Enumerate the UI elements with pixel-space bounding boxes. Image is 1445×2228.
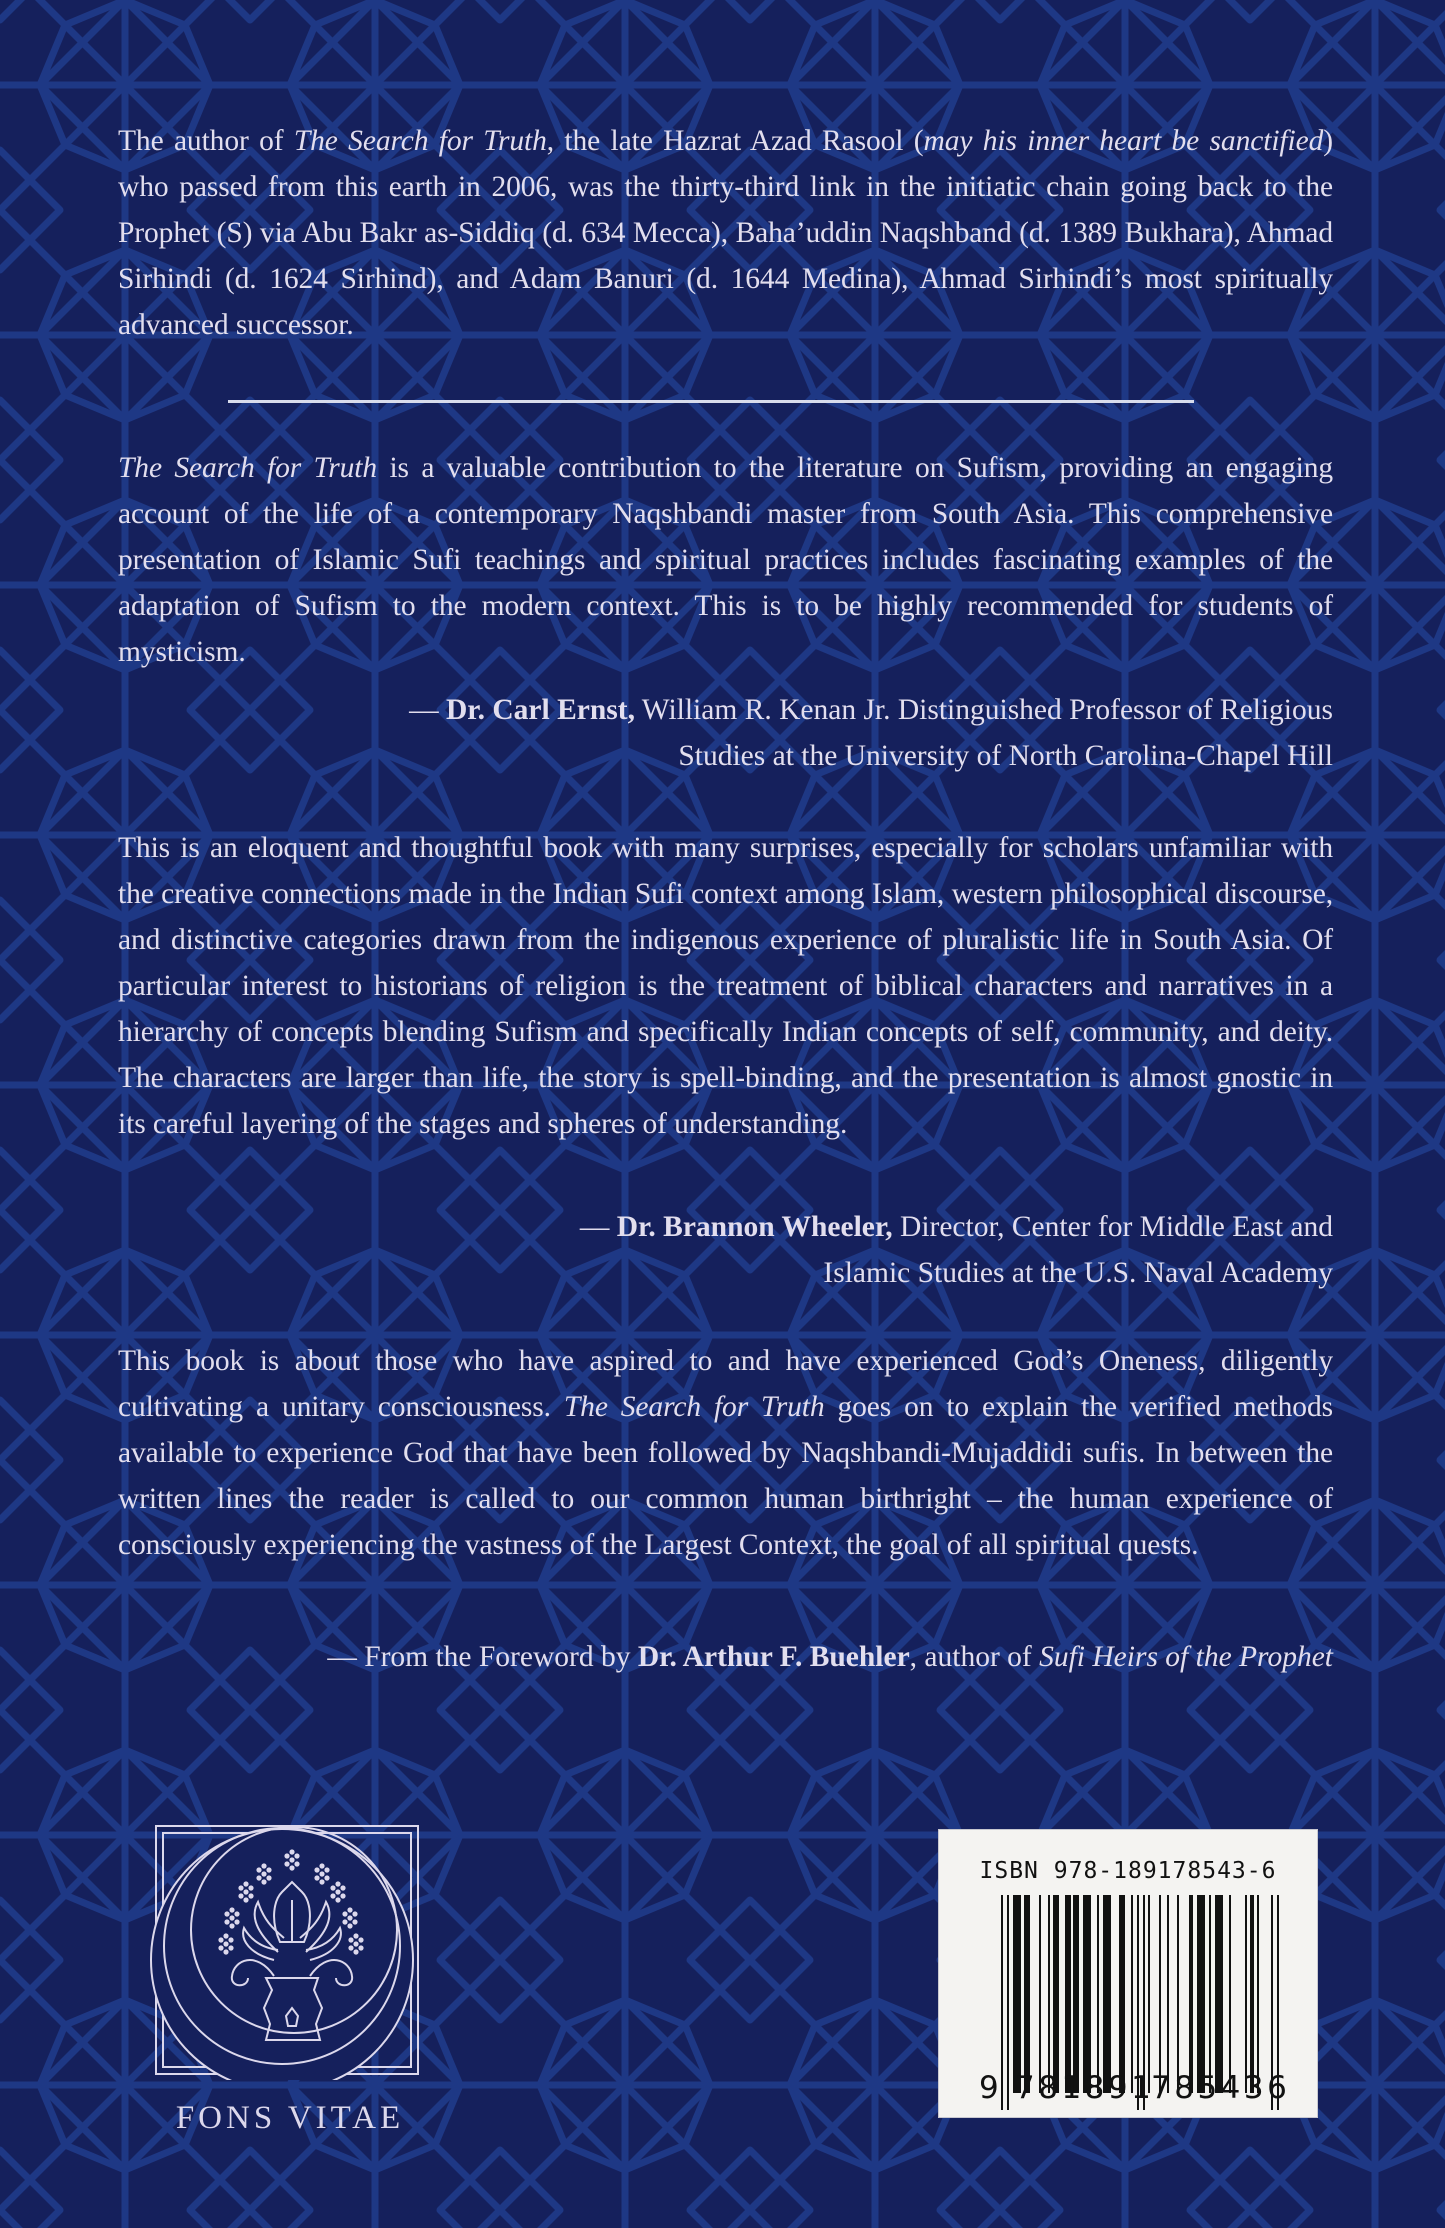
publisher-name: FONS VITAE: [175, 2100, 405, 2136]
reviewer-name: Dr. Arthur F. Buehler: [637, 1641, 910, 1673]
reviewer-name: Dr. Carl Ernst,: [445, 694, 635, 726]
isbn-label: ISBN 978-189178543-6: [979, 1858, 1277, 1884]
review-wheeler-text: This is an eloquent and thoughtful book with many surprises, especially for scholars unfamiliar with the creative connections made in the Indian Sufi context among Islam, western philosophical discourse, and distinctive categories drawn from the indigenous experience of pluralistic life in South Asia. Of particular interest to historians of religion is the treatment of biblical characters and narratives in a hierarchy of concepts blending Sufism and specifically Indian concepts of self, community, and deity. The characters are larger than life, the story is spell-binding, and the presentation is almost gnostic in its careful layering of the stages and spheres of understanding.: [118, 832, 1333, 1140]
vase-with-flowers-emblem-icon: [146, 1820, 428, 2080]
ean-first-digit: 9: [979, 2070, 1003, 2106]
ean-left-group: 781891: [1015, 2070, 1155, 2106]
about-author-paragraph: The author of The Search for Truth, the late Hazrat Azad Rasool (may his inner heart be sanctified) who passed from this earth in 2006, was the thirty-third link in the initiatic chain going back to the Prophet (S) via Abu Bakr as-Siddiq (d. 634 Mecca), Baha’uddin Naqshband (d. 1389 Bukhara), Ahmad Sirhindi (d. 1624 Sirhind), and Adam Banuri (d. 1644 Medina), Ahmad Sirhindi’s most spiritually advanced successor.: [118, 125, 1333, 341]
ean-right-group: 785436: [1151, 2070, 1291, 2106]
foreword-attribution: — From the Foreword by Dr. Arthur F. Buehler, author of Sufi Heirs of the Prophet: [327, 1641, 1333, 1673]
review-ernst-attribution: — Dr. Carl Ernst, William R. Kenan Jr. Distinguished Professor of Religious Studies at the University of North Carolina-Chapel Hill: [409, 694, 1333, 772]
review-ernst-text: The Search for Truth is a valuable contribution to the literature on Sufism, providing an engaging account of the life of a contemporary Naqshbandi master from South Asia. This comprehensive presentation of Islamic Sufi teachings and spiritual practices includes fascinating examples of the adaptation of Sufism to the modern context. This is to be highly recommended for students of mysticism.: [118, 452, 1333, 668]
reviewer-name: Dr. Brannon Wheeler,: [616, 1211, 893, 1243]
section-divider: [228, 400, 1194, 403]
foreword-excerpt-text: This book is about those who have aspired to and have experienced God’s Oneness, diligently cultivating a unitary consciousness. The Search for Truth goes on to explain the verified methods available to experience God that have been followed by Naqshbandi-Mujaddidi sufis. In between the written lines the reader is called to our common human birthright – the human experience of consciously experiencing the vastness of the Largest Context, the goal of all spiritual quests.: [118, 1345, 1333, 1561]
isbn-barcode: [938, 1829, 1318, 2118]
review-wheeler-attribution: — Dr. Brannon Wheeler, Director, Center for Middle East and Islamic Studies at the U.S. Naval Academy: [579, 1211, 1333, 1289]
